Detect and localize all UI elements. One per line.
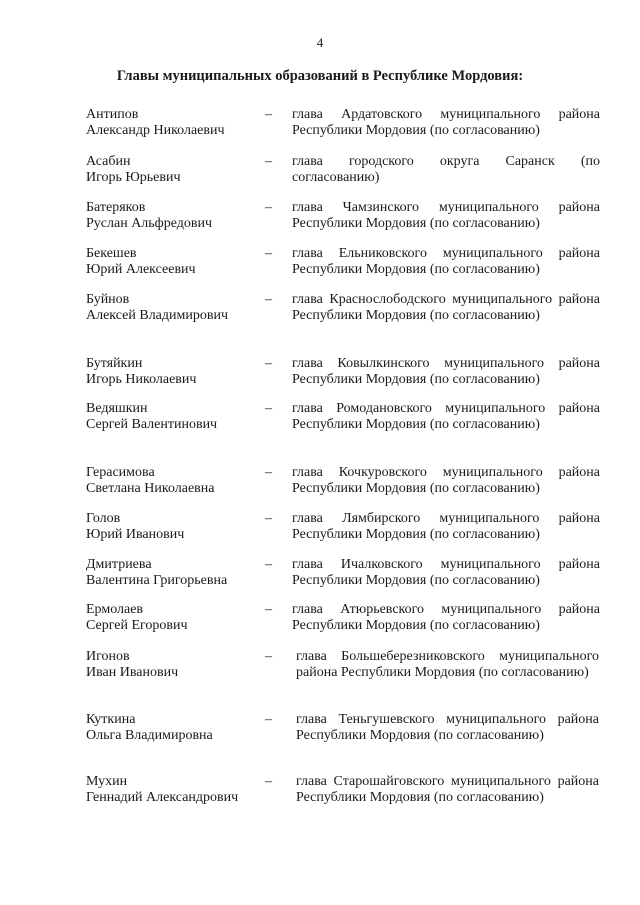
role-description: глава Кочкуровского муниципального района Республики Мордовия (по согласованию)	[292, 465, 600, 496]
page-number: 4	[316, 35, 324, 50]
dash: –	[265, 154, 272, 169]
person-name: Ведяшкин Сергей Валентинович	[86, 401, 218, 432]
dash: –	[265, 602, 272, 617]
dash: –	[265, 774, 272, 789]
role-description: глава Ичалковского муниципального района Республики Мордовия (по согласованию)	[292, 557, 600, 588]
dash: –	[265, 557, 272, 572]
dash: –	[265, 356, 272, 371]
page-title: Главы муниципальных образований в Республике Мордовия:	[116, 68, 524, 84]
role-description: глава Краснослободского муниципального района Республики Мордовия (по согласованию)	[292, 292, 600, 323]
role-description: глава Ковылкинского муниципального района Республики Мордовия (по согласованию)	[292, 356, 600, 387]
dash: –	[265, 401, 272, 416]
dash: –	[265, 511, 272, 526]
dash: –	[265, 246, 272, 261]
person-name: Батеряков Руслан Альфредович	[86, 200, 213, 231]
role-description: глава Ардатовского муниципального района Республики Мордовия (по согласованию)	[292, 107, 600, 138]
dash: –	[265, 649, 272, 664]
person-name: Антипов Александр Николаевич	[86, 107, 225, 138]
dash: –	[265, 465, 272, 480]
person-name: Игонов Иван Иванович	[86, 649, 179, 680]
dash: –	[265, 712, 272, 727]
person-name: Дмитриева Валентина Григорьевна	[86, 557, 228, 588]
role-description: глава Старошайговского муниципального района Республики Мордовия (по согласованию)	[296, 774, 599, 805]
dash: –	[265, 107, 272, 122]
person-name: Герасимова Светлана Николаевна	[86, 465, 215, 496]
role-description: глава Теньгушевского муниципального района Республики Мордовия (по согласованию)	[296, 712, 599, 743]
role-description: глава Лямбирского муниципального района Республики Мордовия (по согласованию)	[292, 511, 600, 542]
role-description: глава Ромодановского муниципального района Республики Мордовия (по согласованию)	[292, 401, 600, 432]
role-description: глава Ельниковского муниципального района Республики Мордовия (по согласованию)	[292, 246, 600, 277]
person-name: Буйнов Алексей Владимирович	[86, 292, 229, 323]
person-name: Бутяйкин Игорь Николаевич	[86, 356, 197, 387]
role-description: глава Большеберезниковского муниципального района Республики Мордовия (по согласованию)	[296, 649, 599, 680]
person-name: Мухин Геннадий Александрович	[86, 774, 239, 805]
role-description: глава Чамзинского муниципального района Республики Мордовия (по согласованию)	[292, 200, 600, 231]
person-name: Асабин Игорь Юрьевич	[86, 154, 181, 185]
dash: –	[265, 292, 272, 307]
person-name: Куткина Ольга Владимировна	[86, 712, 213, 743]
person-name: Бекешев Юрий Алексеевич	[86, 246, 196, 277]
role-description: глава городского округа Саранск (по согласованию)	[292, 154, 600, 185]
dash: –	[265, 200, 272, 215]
person-name: Голов Юрий Иванович	[86, 511, 185, 542]
role-description: глава Атюрьевского муниципального района Республики Мордовия (по согласованию)	[292, 602, 600, 633]
person-name: Ермолаев Сергей Егорович	[86, 602, 188, 633]
